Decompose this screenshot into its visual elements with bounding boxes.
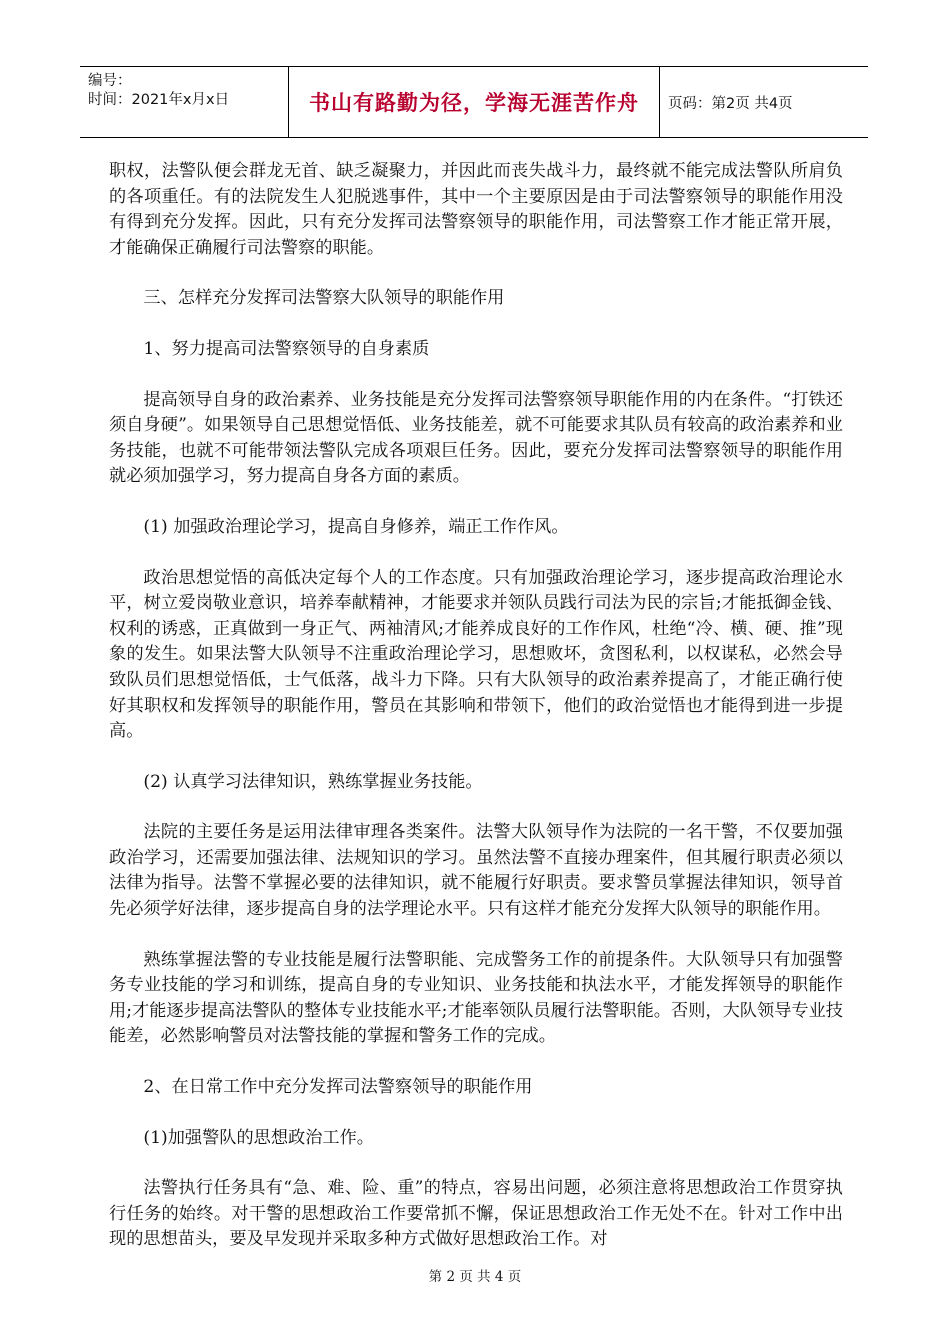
item-heading: (1)加强警队的思想政治工作。 [143, 1127, 374, 1148]
header-motto: 书山有路勤为径，学海无涯苦作舟 [289, 67, 660, 137]
subsection-heading: 1、努力提高司法警察领导的自身素质 [143, 338, 430, 359]
header-page-info: 页码：第2页 共4页 [668, 95, 793, 112]
paragraph: 政治思想觉悟的高低决定每个人的工作态度。只有加强政治理论学习，逐步提高政治理论水平，树立爱岗敬业意识，培养奉献精神，才能要求并领队员践行司法为民的宗旨;才能抵御金钱、权利的诱惑，正真做到一身正气、两袖清风;才能养成良好的工作作风，杜绝“冷、横、硬、推”现象的发生。如果法警大队领导不注重政治理论学习，思想败坏，贪图私利，以权谋私，必然会导致队员们思想觉悟低，士气低落，战斗力下降。只有大队领导的政治素养提高了，才能正确行使好其职权和发挥领导的职能作用，警员在其影响和带领下，他们的政治觉悟也才能得到进一步提高。 [109, 567, 843, 742]
paragraph: 职权，法警队便会群龙无首、缺乏凝聚力，并因此而丧失战斗力，最终就不能完成法警队所肩负的各项重任。有的法院发生人犯脱逃事件，其中一个主要原因是由于司法警察领导的职能作用没有得到充分发挥。因此，只有充分发挥司法警察领导的职能作用，司法警察工作才能正常开展，才能确保正确履行司法警察的职能。 [109, 161, 843, 258]
page-header [80, 66, 868, 138]
paragraph: 提高领导自身的政治素养、业务技能是充分发挥司法警察领导职能作用的内在条件。“打铁还须自身硬”。如果领导自己思想觉悟低、业务技能差，就不可能要求其队员有较高的政治素养和业务技能，也就不可能带领法警队完成各项艰巨任务。因此，要充分发挥司法警察领导的职能作用就必须加强学习，努力提高自身各方面的素质。 [109, 389, 843, 487]
number-label: 编号： [88, 73, 132, 89]
item-heading: (2) 认真学习法律知识，熟练掌握业务技能。 [143, 771, 483, 792]
paragraph: 法院的主要任务是运用法律审理各类案件。法警大队领导作为法院的一名干警，不仅要加强政治学习，还需要加强法律、法规知识的学习。虽然法警不直接办理案件，但其履行职责必须以法律为指导。法警不掌握必要的法律知识，就不能履行好职责。要求警员掌握法律知识，领导首先必须学好法律，逐步提高自身的法学理论水平。只有这样才能充分发挥大队领导的职能作用。 [109, 822, 843, 920]
document-body [109, 159, 843, 1253]
paragraph: 熟练掌握法警的专业技能是履行法警职能、完成警务工作的前提条件。大队领导只有加强警务专业技能的学习和训练，提高自身的专业知识、业务技能和执法水平，才能发挥领导的职能作用;才能逐步提高法警队的整体专业技能水平;才能率领队员履行法警职能。否则，大队领导专业技能差，必然影响警员对法警技能的掌握和警务工作的完成。 [109, 949, 843, 1047]
header-meta [80, 67, 289, 137]
section-heading: 三、怎样充分发挥司法警察大队领导的职能作用 [143, 288, 505, 309]
item-heading: (1) 加强政治理论学习，提高自身修养，端正工作作风。 [143, 516, 569, 537]
paragraph: 法警执行任务具有“急、难、险、重”的特点，容易出问题，必须注意将思想政治工作贯穿执行任务的始终。对干警的思想政治工作要常抓不懈，保证思想政治工作无处不在。针对工作中出现的思想苗头，要及早发现并采取多种方式做好思想政治工作。对 [109, 1178, 843, 1250]
page-footer: 第 2 页 共 4 页 [428, 1269, 522, 1285]
subsection-heading: 2、在日常工作中充分发挥司法警察领导的职能作用 [143, 1077, 533, 1098]
time-label: 时间：2021年x月x日 [88, 92, 230, 108]
